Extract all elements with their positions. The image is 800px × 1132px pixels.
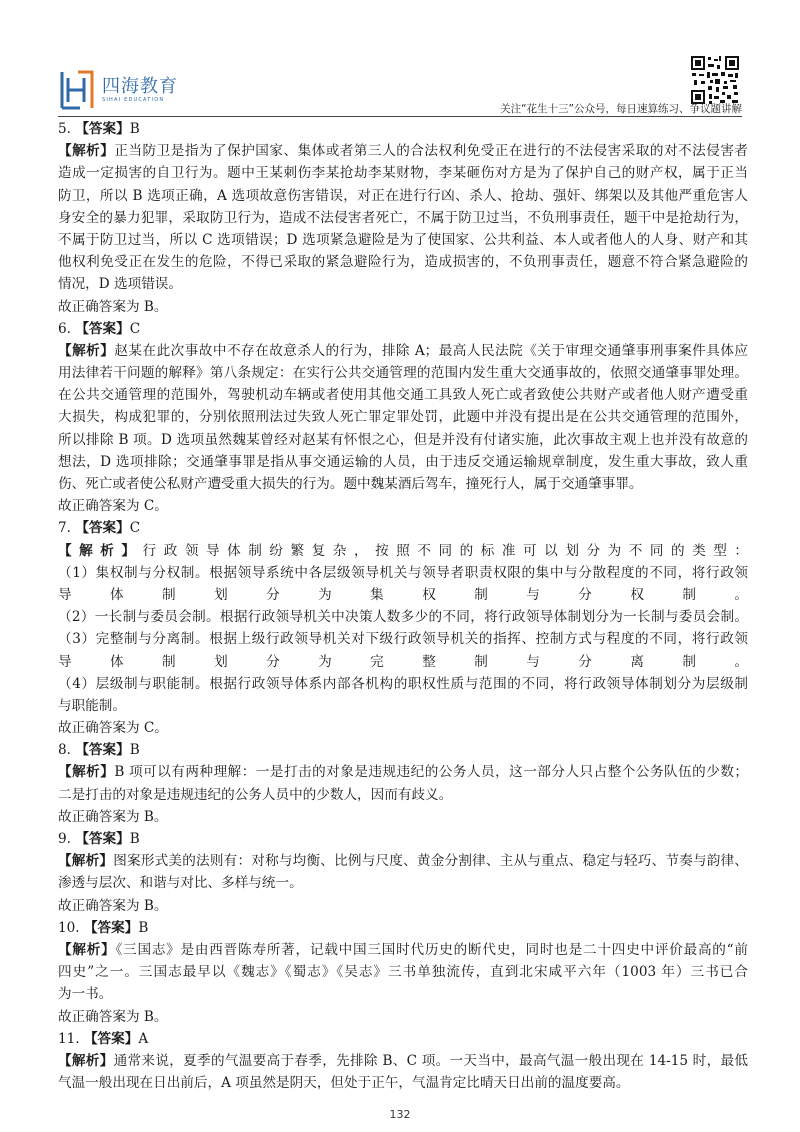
analysis-text: （2）一长制与委员会制。根据行政领导机关中决策人数多少的不同，将行政领导体制划分为一长制与委员会制。 (58, 609, 748, 626)
analysis-label: 【解析】 (58, 143, 115, 160)
analysis-text: 与职能制。 (58, 697, 126, 714)
analysis-text: 所以排除 B 项。D 选项虽然魏某曾经对赵某有怀恨之心，但是并没有付诸实施，此次事故主观上也并没有故意的 (58, 431, 748, 448)
analysis-line (58, 939, 748, 961)
question-number: 5. (58, 121, 71, 137)
analysis-line (58, 340, 748, 362)
analysis-line (58, 1050, 748, 1072)
answer-value: C (129, 320, 141, 337)
analysis-text: 为一书。 (58, 986, 113, 1003)
analysis-text: 通常来说，夏季的气温要高于春季，先排除 B、C 项。一天当中，最高气温一般出现在 14-15 时，最低 (113, 1052, 748, 1069)
analysis-label: 【解析】 (58, 542, 143, 559)
analysis-line (58, 251, 748, 273)
analysis-label: 【解析】 (58, 764, 115, 781)
analysis-line (58, 362, 748, 384)
analysis-line (58, 850, 748, 872)
question-number: 8. (58, 742, 71, 759)
answer-block (58, 118, 748, 318)
question-number: 11. (58, 1030, 80, 1047)
analysis-label: 【解析】 (58, 941, 116, 958)
analysis-line (58, 162, 748, 184)
answer-block (58, 917, 748, 1028)
analysis-line (58, 673, 748, 695)
answer-value: B (129, 742, 140, 759)
analysis-line (58, 761, 748, 783)
answer-label: 【答案】 (75, 742, 130, 759)
analysis-line (58, 140, 748, 162)
analysis-line (58, 872, 748, 894)
analysis-text: 在公共交通管理的范围外，驾驶机动车辆或者使用其他交通工具致人死亡或者致使公共财产或者他人财产遭受重 (58, 387, 748, 404)
analysis-text: 二是打击的对象是违规违纪的公务人员中的少数人，因而有歧义。 (58, 786, 453, 803)
page-number: 132 (389, 1108, 411, 1121)
analysis-line (58, 473, 748, 495)
analysis-text: 图案形式美的法则有：对称与均衡、比例与尺度、黄金分割律、主从与重点、稳定与轻巧、节奏与韵律、 (113, 853, 748, 870)
analysis-text: 想法，D 选项排除；交通肇事罪是指从事交通运输的人员，由于违反交通运输规章制度，发生重大事故，致人重 (58, 453, 748, 470)
analysis-line (58, 651, 748, 673)
answer-value: B (129, 831, 140, 847)
analysis-text: （4）层级制与职能制。根据行政领导体系内部各机构的职权性质与范围的不同，将行政领导体制划分为层级制 (58, 675, 748, 692)
conclusion-line: 故正确答案为 B。 (58, 808, 168, 825)
analysis-label: 【解析】 (58, 853, 114, 870)
analysis-line (58, 606, 748, 628)
answer-value: C (129, 520, 141, 537)
answer-label: 【答案】 (83, 919, 139, 936)
analysis-text: 行政领导体制纷繁复杂，按照不同的标准可以划分为不同的类型： (142, 542, 748, 559)
header-note: 关注“花生十三”公众号，每日速算练习、争议题讲解 (500, 103, 742, 115)
answer-block (58, 739, 748, 828)
conclusion-line: 故正确答案为 B。 (58, 1008, 168, 1025)
answer-label: 【答案】 (75, 121, 130, 137)
answer-heading (58, 517, 748, 539)
question-number: 10. (58, 919, 80, 936)
answer-heading (58, 118, 748, 140)
analysis-line (58, 273, 748, 295)
answer-label: 【答案】 (75, 320, 130, 337)
question-number: 7. (58, 520, 71, 537)
analysis-line (58, 451, 748, 473)
answer-heading (58, 1028, 748, 1050)
analysis-text: 赵某在此次事故中不存在故意杀人的行为，排除 A；最高人民法院《关于审理交通肇事刑事案件具体应 (114, 342, 748, 359)
logo-chinese-name: 四海教育 (102, 76, 178, 97)
answer-heading (58, 318, 748, 340)
analysis-text: 用法律若干问题的解释》第八条规定：在实行公共交通管理的范围内发生重大交通事故的，依照交通肇事罪处理。 (58, 365, 748, 382)
answer-block (58, 517, 748, 739)
analysis-line (58, 983, 748, 1005)
analysis-line (58, 207, 748, 229)
analysis-text: 渗透与层次、和谐与对比、多样与统一。 (58, 875, 303, 892)
analysis-line (58, 562, 748, 584)
analysis-text: 《三国志》是由西晋陈寿所著，记载中国三国时代历史的断代史，同时也是二十四史中评价最高的“前 (115, 941, 748, 958)
answer-heading (58, 917, 748, 939)
qr-code-icon (690, 55, 740, 105)
conclusion-line: 故正确答案为 C。 (58, 720, 168, 737)
conclusion-line: 故正确答案为 B。 (58, 298, 168, 315)
analysis-line (58, 784, 748, 806)
answer-label: 【答案】 (75, 831, 130, 847)
analysis-line (58, 961, 748, 983)
analysis-line (58, 628, 748, 650)
answer-block (58, 318, 748, 518)
analysis-text: 情况，D 选项错误。 (58, 276, 182, 293)
conclusion-line: 故正确答案为 C。 (58, 498, 168, 515)
question-number: 9. (58, 831, 71, 847)
answer-label: 【答案】 (83, 1030, 139, 1047)
analysis-line (58, 185, 748, 207)
analysis-label: 【解析】 (58, 342, 115, 359)
analysis-line (58, 695, 748, 717)
logo-english-name: SIHAI EDUCATION (102, 97, 165, 103)
analysis-text: （3）完整制与分离制。根据上级行政领导机关对下级行政领导机关的指挥、控制方式与程度的不同，将行政领 (58, 631, 748, 648)
analysis-text: 身安全的暴力犯罪，采取防卫行为，造成不法侵害者死亡，不属于防卫过当，不负刑事责任，题干中是抢劫行为， (58, 209, 748, 226)
answer-value: A (138, 1030, 149, 1047)
analysis-text: 造成一定损害的自卫行为。题中王某刺伤李某抢劫李某财物，李某砸伤对方是为了保护自己的财产权，属于正当 (58, 165, 748, 182)
analysis-line (58, 229, 748, 251)
answer-label: 【答案】 (75, 520, 130, 537)
conclusion-line: 故正确答案为 B。 (58, 897, 168, 914)
analysis-text: 他权利免受正在发生的危险，不得已采取的紧急避险行为，造成损害的，不负刑事责任，题意不符合紧急避险的 (58, 254, 748, 271)
analysis-line (58, 1072, 748, 1094)
analysis-line (58, 584, 748, 606)
analysis-text: 不属于防卫过当，所以 C 选项错误；D 选项紧急避险是为了使国家、公共利益、本人或者他人的人身、财产和其 (58, 231, 748, 248)
answer-block (58, 828, 748, 917)
answer-block (58, 1028, 748, 1095)
question-number: 6. (58, 320, 71, 337)
analysis-text: 伤、死亡或者使公私财产遭受重大损失的行为。题中魏某酒后驾车，撞死行人，属于交通肇事罪。 (58, 476, 643, 492)
analysis-text: 导体制划分为集权制与分权制。 (58, 586, 748, 603)
analysis-text: 正当防卫是指为了保护国家、集体或者第三人的合法权利免受正在进行的不法侵害采取的对不法侵害者 (114, 143, 748, 160)
answer-value: B (129, 121, 140, 137)
analysis-label: 【解析】 (58, 1052, 114, 1069)
logo-mark-icon (58, 68, 96, 112)
analysis-text: 导体制划分为完整制与分离制。 (58, 653, 748, 670)
analysis-line (58, 384, 748, 406)
analysis-line (58, 406, 748, 428)
analysis-text: B 项可以有两种理解：一是打击的对象是违规违纪的公务人员，这一部分人只占整个公务队伍的少数； (114, 764, 748, 781)
analysis-text: （1）集权制与分权制。根据领导系统中各层级领导机关与领导者职责权限的集中与分散程度的不同，将行政领 (58, 564, 748, 581)
answer-content (58, 118, 748, 1094)
analysis-line (58, 429, 748, 451)
analysis-text: 气温一般出现在日出前后，A 项虽然是阴天，但处于正午，气温肯定比晴天日出前的温度要高。 (58, 1075, 630, 1092)
page-header (0, 0, 800, 118)
brand-logo (58, 66, 178, 114)
analysis-text: 防卫，所以 B 选项正确，A 选项故意伤害错误，对正在进行行凶、杀人、抢劫、强奸、绑架以及其他严重危害人 (58, 187, 748, 204)
answer-value: B (138, 919, 149, 936)
answer-heading (58, 828, 748, 850)
answer-heading (58, 739, 748, 761)
header-divider (58, 116, 742, 117)
analysis-text: 大损失，构成犯罪的，分别依照刑法过失致人死亡罪定罪处罚，此题中并没有提出是在公共交通管理的范围外， (58, 409, 748, 426)
analysis-line (58, 540, 748, 562)
analysis-text: 四史”之一。三国志最早以《魏志》《蜀志》《吴志》三书单独流传，直到北宋咸平六年（1003 年）三书已合 (58, 964, 748, 981)
